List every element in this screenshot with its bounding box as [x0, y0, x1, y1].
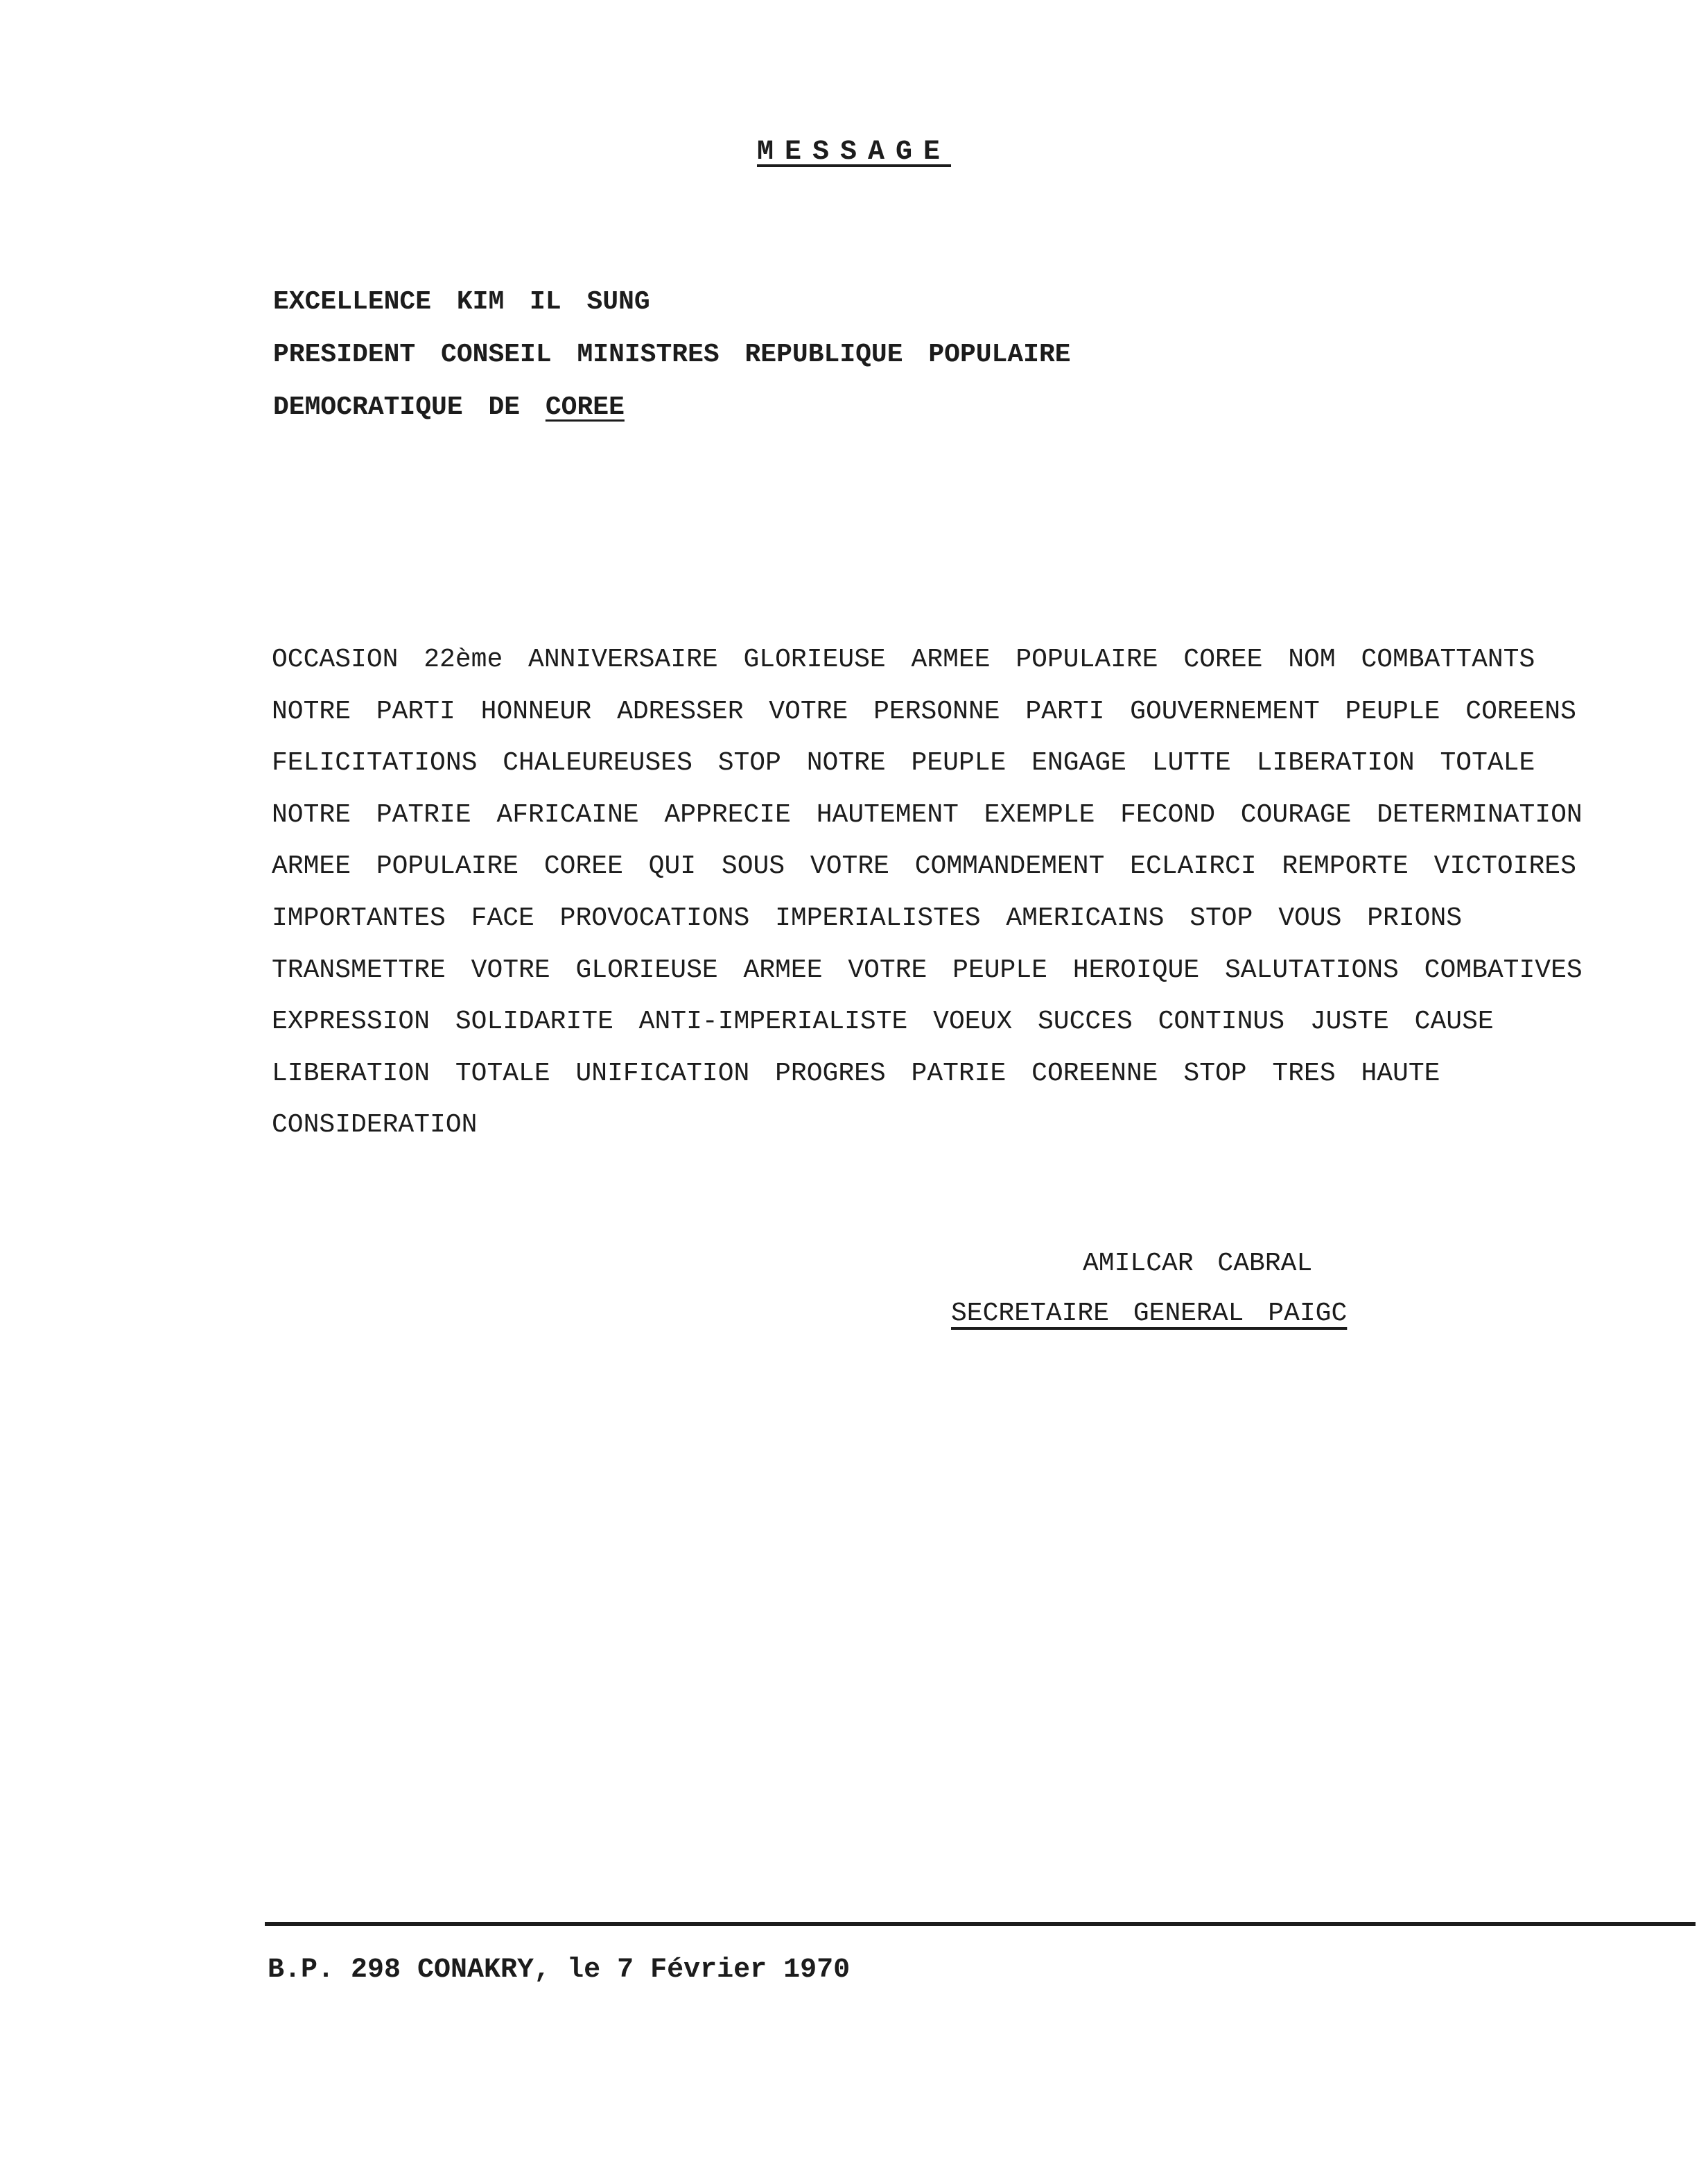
- body-line: FELICITATIONS CHALEUREUSES STOP NOTRE PEUPLE ENGAGE LUTTE LIBERATION TOTALE: [272, 748, 1535, 779]
- body-line: EXPRESSION SOLIDARITE ANTI-IMPERIALISTE VOEUX SUCCES CONTINUS JUSTE CAUSE: [272, 1007, 1494, 1037]
- address-line-1: EXCELLENCE KIM IL SUNG: [273, 287, 650, 317]
- signature-title: SECRETAIRE GENERAL PAIGC: [951, 1299, 1348, 1328]
- address-country: COREE: [545, 392, 625, 422]
- body-line: ARMEE POPULAIRE COREE QUI SOUS VOTRE COMMANDEMENT ECLAIRCI REMPORTE VICTOIRES: [272, 851, 1576, 882]
- addressee-block: [273, 276, 1071, 434]
- footer-divider: [265, 1922, 1696, 1926]
- body-line: OCCASION 22ème ANNIVERSAIRE GLORIEUSE ARMEE POPULAIRE COREE NOM COMBATTANTS: [272, 645, 1535, 675]
- footer-address: B.P. 298 CONAKRY, le 7 Février 1970: [268, 1955, 851, 1986]
- title-text: MESSAGE: [756, 137, 952, 168]
- body-line: NOTRE PATRIE AFRICAINE APPRECIE HAUTEMENT EXEMPLE FECOND COURAGE DETERMINATION: [272, 799, 1583, 830]
- body-line: LIBERATION TOTALE UNIFICATION PROGRES PATRIE COREENNE STOP TRES HAUTE: [272, 1058, 1440, 1089]
- signature-name: AMILCAR CABRAL: [1083, 1249, 1313, 1279]
- address-line-3-prefix: DEMOCRATIQUE DE: [273, 392, 546, 422]
- body-line: CONSIDERATION: [272, 1110, 478, 1141]
- body-line: TRANSMETTRE VOTRE GLORIEUSE ARMEE VOTRE PEUPLE HEROIQUE SALUTATIONS COMBATIVES: [272, 955, 1583, 985]
- body-line: NOTRE PARTI HONNEUR ADRESSER VOTRE PERSONNE PARTI GOUVERNEMENT PEUPLE COREENS: [272, 696, 1576, 727]
- address-line-3: [273, 381, 1071, 434]
- document-title: [0, 136, 1708, 169]
- message-body: [272, 634, 1693, 1152]
- address-line-2: PRESIDENT CONSEIL MINISTRES REPUBLIQUE POPULAIRE: [273, 340, 1071, 370]
- body-line: IMPORTANTES FACE PROVOCATIONS IMPERIALISTES AMERICAINS STOP VOUS PRIONS: [272, 903, 1463, 933]
